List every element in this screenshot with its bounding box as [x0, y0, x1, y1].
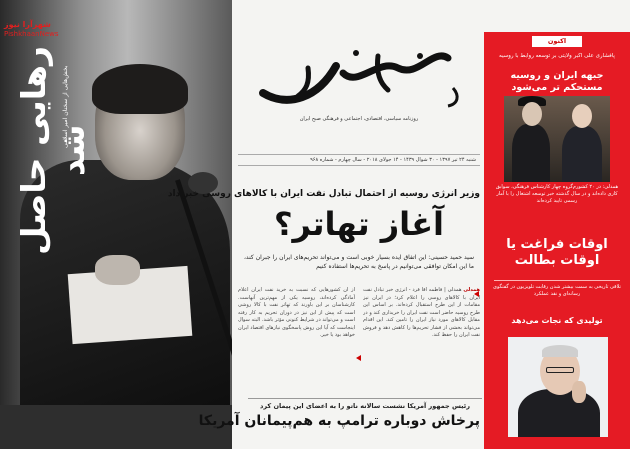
right-photo-portrait	[508, 337, 608, 437]
right-divider	[494, 280, 620, 281]
center-column	[167, 32, 480, 449]
lead-photo	[0, 0, 232, 449]
body-text-left: از آن کشورهایی که نسبت به خرید نفت ایران اعلام آمادگی کرده‌اند، روسیه یکی از مهم‌ترین آنهاست. کارشناسان بر این باورند که تهاتر نفت با کالا روشی است که پیش از این نیز در دوران تحریم به کار رفته است و می‌تواند در شرایط کنونی مؤثر باشد. البته سوال اینجاست که آیا این روش پاسخگوی نیازهای اقتصاد ایران خواهد بود یا خیر.	[238, 287, 355, 338]
right-photo-meeting	[504, 96, 610, 182]
right-body-1: همدلی: در ۲۰ کشورم‌گروه چهار کارشناس فرهنگی، سوابق کاری داده‌اند و در سال گذشته خبر توسعه اشتغال را با آمار رسمی تایید کرده‌اند	[495, 184, 619, 204]
right-body-2: تلاقی تاریخی به سمت بیشتر شدن رقابت تلویزیون در گفتگوی رسانه‌ای و نقد عملکرد	[493, 284, 621, 297]
portrait-body	[518, 389, 600, 437]
newspaper-logo	[248, 38, 470, 118]
photo-face-left	[522, 102, 542, 126]
right-headline: جبهه ایران و روسیه مستحکم تر می‌شود	[510, 70, 604, 93]
photo-person-right	[562, 126, 602, 182]
watermark: شهرآرا نیوز	[4, 20, 51, 29]
right-column	[484, 32, 630, 449]
bottom-kicker: رئیس جمهور آمریکا نشست سالانه ناتو را به اعضای این پیمان کرد	[260, 402, 470, 410]
body-byline: همدلی	[463, 287, 480, 293]
dateline: شنبه ۲۴ تیر ۱۳۹۷ - ۳۰ شوال ۱۴۳۹ - ۱۴ جولای ۲۰۱۸ - سال چهارم - شماره ۹۶۸	[238, 154, 480, 166]
main-kicker: وزیر انرژی روسیه از احتمال تبادل نفت ایران با کالاهای روسی خبر داد	[167, 189, 480, 199]
right-headline-3: توليدی كه نجات می‌دهد	[511, 316, 603, 325]
photo-caption: بخش‌هایی از سخنان امیر اسلامی	[62, 65, 69, 148]
photo-floor	[0, 405, 232, 449]
main-headline: آغاز تهاتر؟	[273, 205, 445, 243]
continue-arrow-icon	[474, 291, 479, 297]
right-headline-2: اوقات فراغت یا اوقات بطالت	[506, 237, 608, 268]
main-lead: سید حمید حسینی: این اتفاق ایده بسیار خوبی است و می‌تواند تحریم‌های ایران را جبران کند، ما این امکان توافقی می‌توانیم در پاسخ به تحریم‌ها استفاده کنیم	[244, 254, 474, 270]
masthead-tagline: روزنامه سیاسی، اقتصادی، اجتماعی و فرهنگی صبح ایران	[299, 116, 419, 122]
continue-arrow-icon	[356, 355, 361, 361]
divider	[248, 398, 482, 399]
portrait-hand	[572, 381, 586, 403]
photo-person-left	[512, 124, 550, 182]
left-headline: رهایی حاصل شد	[14, 45, 92, 255]
portrait-hair	[542, 345, 578, 357]
right-section-label: اکنون	[532, 36, 582, 47]
body-text-right: همدلی | فاطمه آقا فرد - انرژی خبر تبادل نفت ایران با کالاهای روسی را اعلام کرد؛ در ایران نیز مقامات از این طرح استقبال کرده‌اند. بر اساس این طرح روسیه حاضر است نفت ایران را خریداری کند و در مقابل کالاهای مورد نیاز ایران را تامین کند. این اقدام می‌تواند بخشی از فشار تحریم‌ها را کاهش دهد و فروش نفت ایران را حفظ کند.	[363, 287, 480, 338]
watermark-sub: PishkhaanNews	[4, 30, 59, 38]
glasses-icon	[546, 367, 574, 373]
bottom-headline: پرخاش دوباره ترامپ به هم‌پیمانان آمریکا	[198, 413, 480, 429]
photo-face-right	[572, 104, 592, 128]
right-kicker: پافشاری علی اکبر ولایتی بر توسعه روابط با روسیه	[499, 53, 615, 59]
masthead	[238, 32, 480, 142]
photo-hand	[95, 255, 140, 285]
photo-man-hair	[92, 64, 188, 114]
